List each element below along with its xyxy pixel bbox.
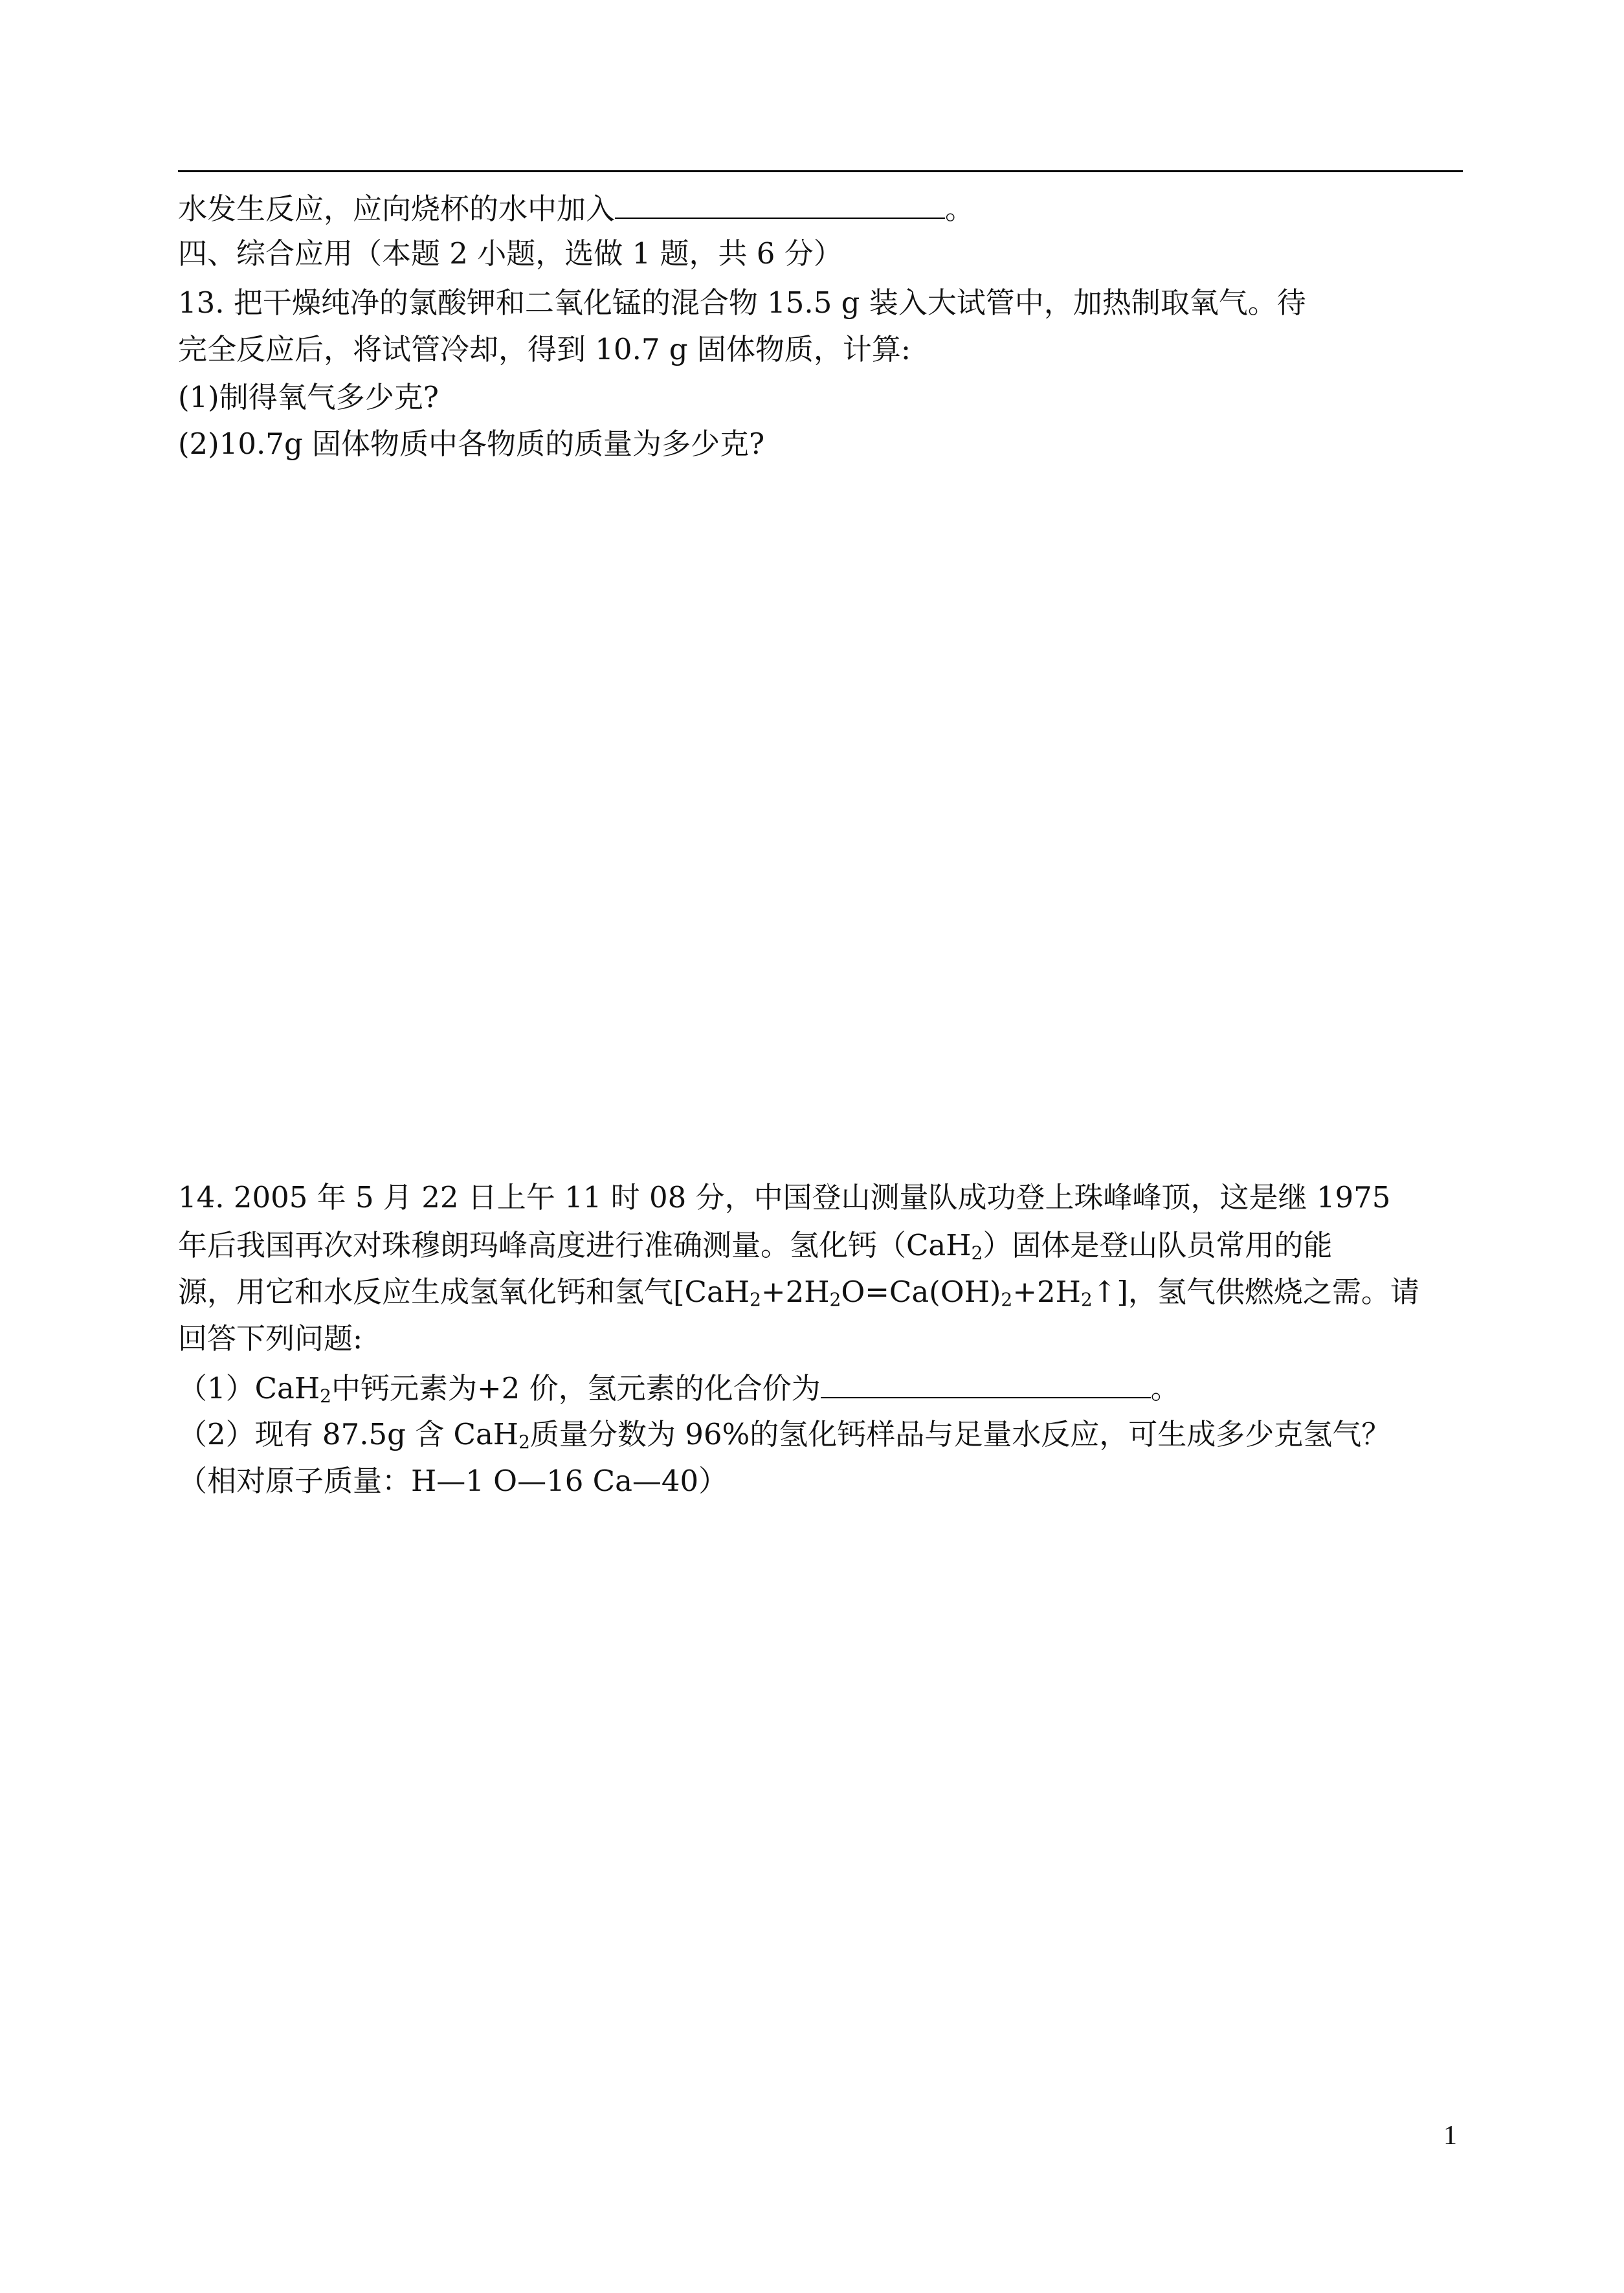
- atomic-masses-note: （相对原子质量：H—1 O—16 Ca—40）: [178, 1464, 728, 1498]
- section-heading: 四、综合应用（本题 2 小题，选做 1 题，共 6 分）: [178, 236, 843, 271]
- answer-blank[interactable]: [821, 1367, 1151, 1398]
- q14-sub-1: （1）CaH$_2$中钙元素为+2 价，氢元素的化合价为 。: [178, 1367, 1180, 1416]
- q14-line-3: 源，用它和水反应生成氢氧化钙和氢气$[CaH_2+2H_2O=Ca(OH)_2+2H_2↑]$，氢气供燃烧之需。请: [178, 1275, 1419, 1310]
- page-number: 1: [1443, 2121, 1457, 2151]
- q13-sub-2: (2)10.7g 固体物质中各物质的质量为多少克?: [178, 427, 765, 461]
- q13-line-1: 13. 把干燥纯净的氯酸钾和二氧化锰的混合物 15.5 g 装入大试管中，加热制取氧气。待: [178, 285, 1306, 320]
- q14-line-2: 年后我国再次对珠穆朗玛峰高度进行准确测量。氢化钙（CaH$_2$）固体是登山队员常用的能: [178, 1228, 1333, 1264]
- q13-sub-1: (1)制得氧气多少克?: [178, 380, 439, 414]
- answer-blank[interactable]: [615, 188, 945, 219]
- q14-sub-2: （2）现有 87.5g 含 CaH$_2$质量分数为 96%的氢化钙样品与足量水反应，可生成多少克氢气？: [178, 1417, 1391, 1453]
- header-rule: [178, 170, 1463, 172]
- q14-line-4: 回答下列问题:: [178, 1321, 363, 1356]
- q14-line-1: 14. 2005 年 5 月 22 日上午 11 时 08 分，中国登山测量队成功登上珠峰峰顶，这是继 1975: [178, 1180, 1391, 1214]
- continued-question-line: 水发生反应，应向烧杯的水中加入 。: [178, 188, 974, 229]
- q13-line-2: 完全反应后，将试管冷却，得到 10.7 g 固体物质，计算:: [178, 332, 911, 366]
